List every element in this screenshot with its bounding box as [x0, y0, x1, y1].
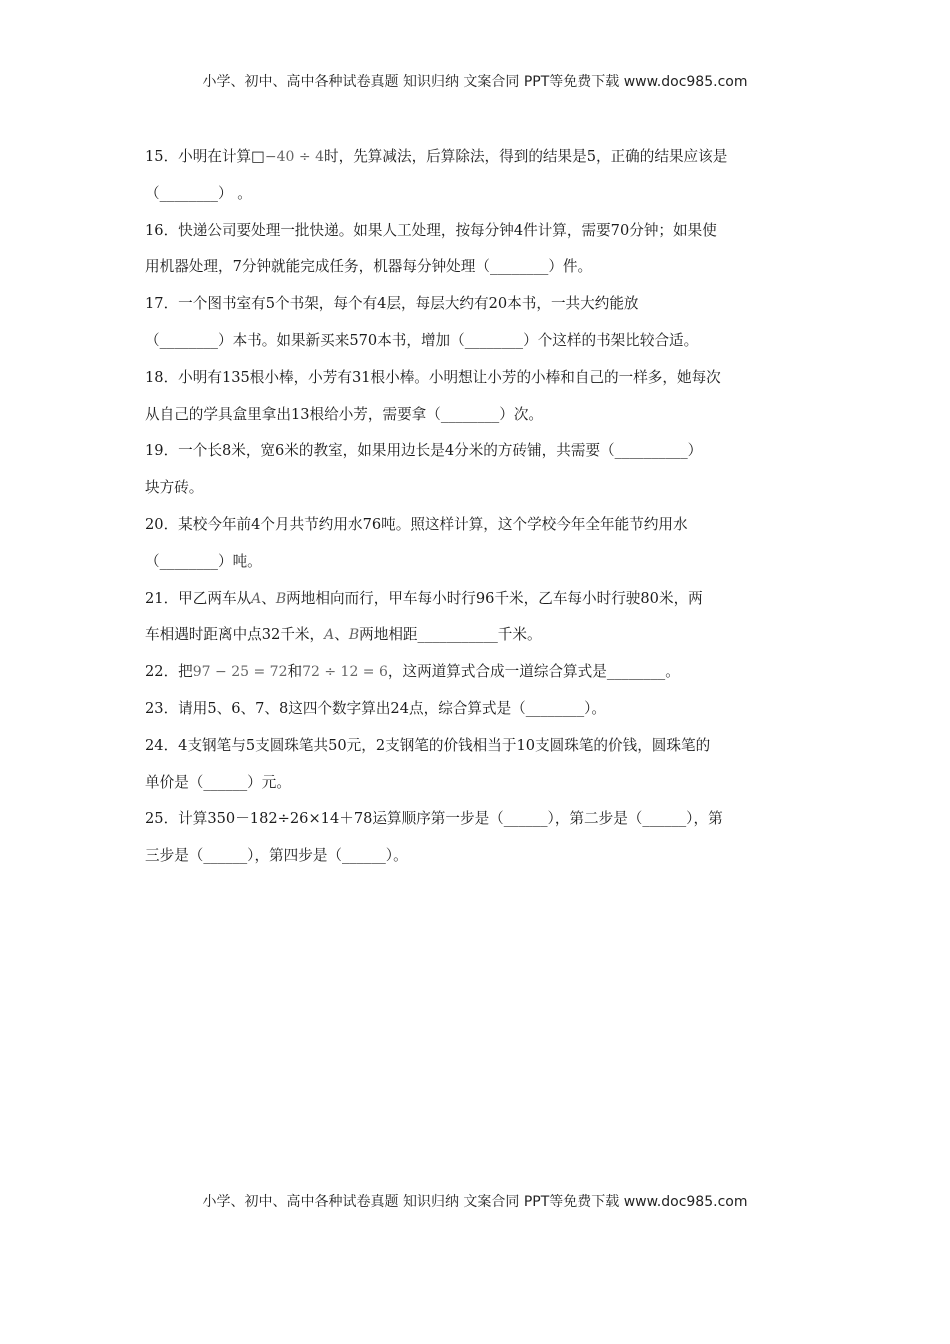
- q19-line2: 块方砖。: [145, 479, 204, 497]
- q21-line1: 21．甲乙两车从A、B两地相向而行，甲车每小时行96千米，乙车每小时行驶80米，两: [145, 589, 703, 607]
- q15-math: −40 ÷ 4: [264, 149, 325, 165]
- q22-math1: 97 − 25 = 72: [192, 664, 288, 681]
- q20-line2: （________）吨。: [145, 552, 262, 570]
- q20-line1: 20．某校今年前4个月共节约用水76吨。照这样计算，这个学校今年全年能节约用水: [145, 515, 688, 533]
- q18-line2: 从自己的学具盒里拿出13根给小芳，需要拿（________）次。: [145, 405, 544, 423]
- q24-line2: 单价是（______）元。: [145, 773, 291, 791]
- q15-line2: （________） 。: [145, 184, 252, 202]
- q22-line: 22．把97 − 25 = 72和72 ÷ 12 = 6，这两道算式合成一道综合算式是________。: [145, 663, 680, 681]
- q25-line1: 25．计算350－182÷26×14＋78运算顺序第一步是（______），第二步是（______），第: [145, 810, 723, 828]
- page-footer: 小学、初中、高中各种试卷真题 知识归纳 文案合同 PPT等免费下载 www.doc985.com: [202, 1194, 748, 1210]
- q21-line2: 车相遇时距离中点32千米，A、B两地相距___________千米。: [145, 626, 542, 644]
- q16-line1: 16．快递公司要处理一批快递。如果人工处理，按每分钟4件计算，需要70分钟；如果使: [145, 221, 717, 239]
- q23-line: 23．请用5、6、7、8这四个数字算出24点，综合算式是（________）。: [145, 699, 607, 717]
- q18-line1: 18．小明有135根小棒，小芳有31根小棒。小明想让小芳的小棒和自己的一样多，她每次: [145, 368, 721, 386]
- question-list: [145, 142, 813, 878]
- page-header: 小学、初中、高中各种试卷真题 知识归纳 文案合同 PPT等免费下载 www.doc985.com: [202, 74, 748, 90]
- q19-line1: 19．一个长8米，宽6米的教室，如果用边长是4分米的方砖铺，共需要（__________）: [145, 442, 703, 460]
- q24-line1: 24．4支钢笔与5支圆珠笔共50元，2支钢笔的价钱相当于10支圆珠笔的价钱，圆珠笔的: [145, 736, 711, 754]
- q17-line2: （________）本书。如果新买来570本书，增加（________）个这样的书架比较合适。: [145, 331, 699, 349]
- q22-math2: 72 ÷ 12 = 6: [302, 664, 388, 681]
- q15-line1: 15．小明在计算□−40 ÷ 4时，先算减法，后算除法，得到的结果是5，正确的结果应该是: [145, 148, 728, 165]
- q16-line2: 用机器处理，7分钟就能完成任务，机器每分钟处理（________）件。: [145, 258, 593, 276]
- q17-line1: 17．一个图书室有5个书架，每个有4层，每层大约有20本书，一共大约能放: [145, 295, 639, 313]
- q25-line2: 三步是（______），第四步是（______）。: [145, 847, 408, 865]
